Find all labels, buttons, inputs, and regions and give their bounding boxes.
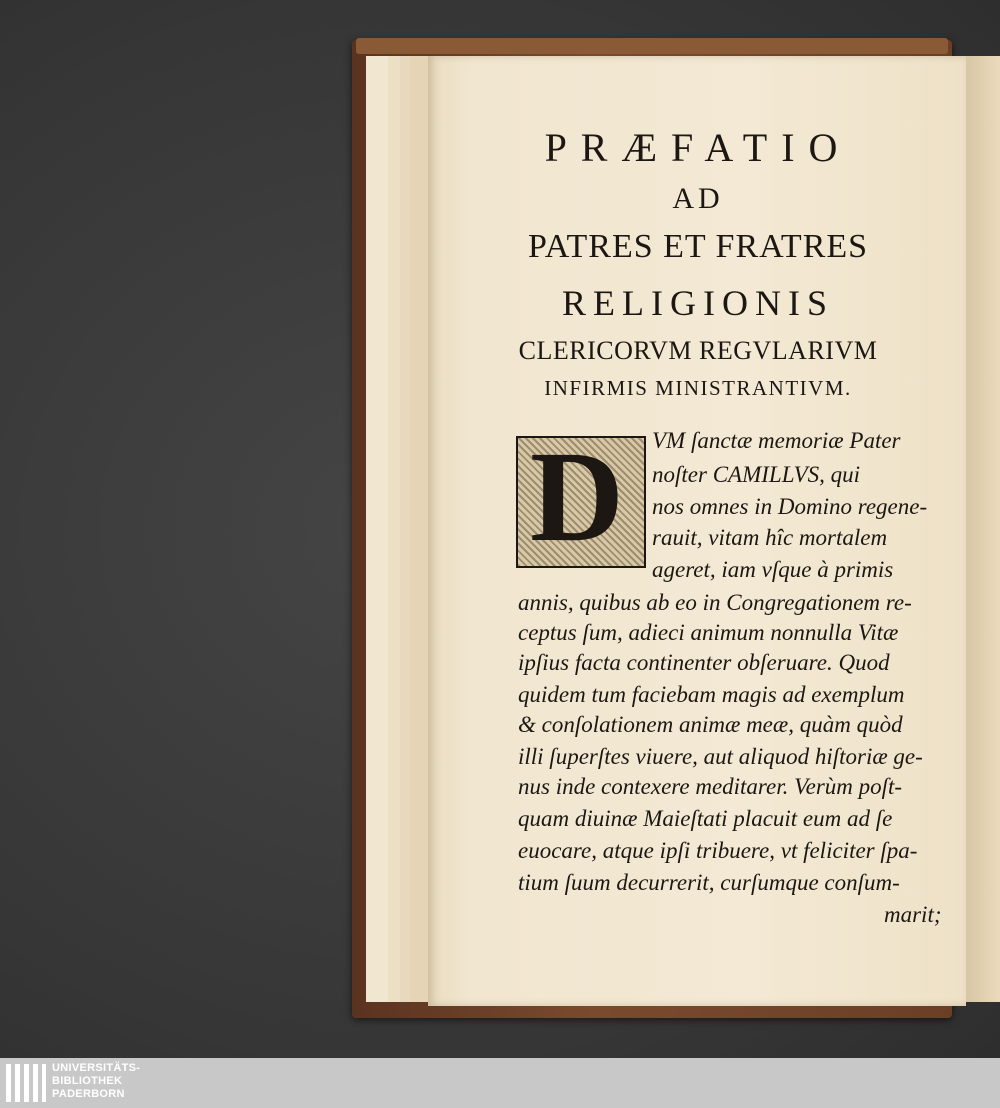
title-ad: AD bbox=[672, 182, 724, 215]
library-logo-text bbox=[52, 1062, 140, 1101]
title-patres-et-fratres: PATRES ET FRATRES bbox=[527, 228, 869, 265]
body-line: annis, quibus ab eo in Congregationem re- bbox=[518, 590, 912, 615]
body-line: tium ſuum decurrerit, curſumque conſum- bbox=[518, 870, 900, 895]
logo-line: UNIVERSITÄTS- bbox=[52, 1062, 141, 1074]
body-line: ipſius facta continenter obſeruare. Quod bbox=[518, 650, 890, 675]
body-line: & conſolationem animæ meæ, quàm quòd bbox=[518, 712, 903, 737]
footer-bar bbox=[0, 1058, 1000, 1108]
body-line: euocare, atque ipſi tribuere, vt feliciter ſpa- bbox=[518, 838, 918, 863]
title-religionis: RELIGIONIS bbox=[562, 283, 834, 323]
title-clericorum-regularium: CLERICORVM REGVLARIVM bbox=[518, 336, 878, 365]
body-line: quidem tum faciebam magis ad exemplum bbox=[518, 682, 905, 707]
body-line: rauit, vitam hîc mortalem bbox=[652, 525, 888, 550]
next-page-edge bbox=[966, 56, 1000, 1002]
body-line: ceptus ſum, adieci animum nonnulla Vitæ bbox=[518, 620, 899, 645]
decorated-initial bbox=[516, 425, 646, 569]
body-line: VM ſanctæ memoriæ Pater bbox=[652, 428, 901, 453]
body-line: quam diuinæ Maieſtati placuit eum ad ſe bbox=[518, 806, 893, 831]
logo-line: BIBLIOTHEK bbox=[52, 1075, 123, 1087]
logo-line: PADERBORN bbox=[52, 1088, 125, 1100]
body-line: nos omnes in Domino regene- bbox=[652, 494, 928, 519]
title-praefatio: PRÆFATIO bbox=[544, 125, 852, 170]
body-line: ageret, iam vſque à primis bbox=[652, 557, 894, 582]
library-logo-icon bbox=[6, 1064, 46, 1102]
title-infirmis-ministrantium: INFIRMIS MINISTRANTIVM. bbox=[544, 376, 852, 400]
body-line: marit; bbox=[884, 902, 942, 927]
initial-letter: D bbox=[530, 425, 624, 569]
body-line: nus inde contexere meditarer. Verùm poſt- bbox=[518, 774, 903, 799]
body-line: noſter CAMILLVS, qui bbox=[652, 462, 861, 487]
body-line: illi ſuperſtes viuere, aut aliquod hiſtoriæ ge- bbox=[518, 744, 923, 769]
book-cover-top-edge bbox=[356, 38, 948, 54]
